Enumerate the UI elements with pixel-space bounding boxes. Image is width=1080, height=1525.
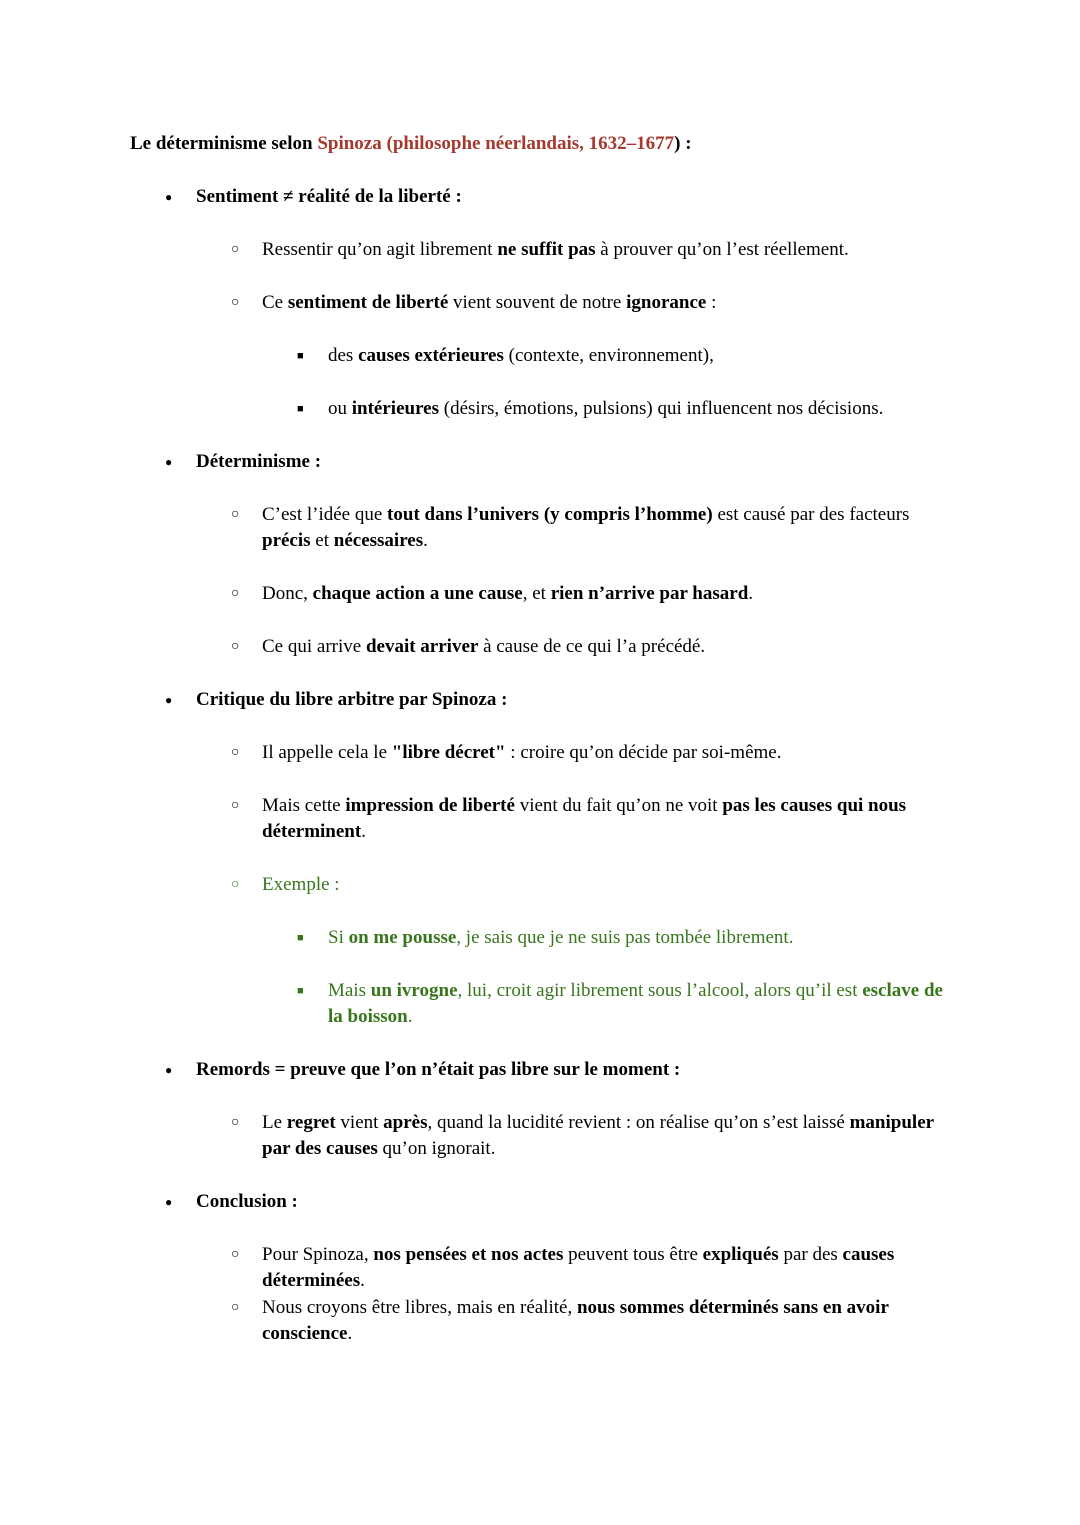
list-item	[130, 396, 945, 422]
list-item-text: Critique du libre arbitre par Spinoza :	[196, 689, 508, 710]
list-item-text: Il appelle cela le "libre décret" : croire qu’on décide par soi-même.	[262, 742, 782, 763]
disc-bullet-icon: ●	[165, 190, 173, 204]
list-item	[130, 687, 945, 713]
list-item-text: des causes extérieures (contexte, environnement),	[328, 345, 714, 366]
list-item-text: Ce sentiment de liberté vient souvent de notre ignorance :	[262, 292, 717, 313]
list-item	[130, 872, 945, 898]
disc-bullet-icon: ●	[165, 455, 173, 469]
list-item	[130, 978, 945, 1030]
list-item-text: Nous croyons être libres, mais en réalité, nous sommes déterminés sans en avoir conscience.	[262, 1297, 889, 1344]
square-bullet-icon: ■	[297, 350, 304, 362]
list-item	[130, 449, 945, 475]
list-item-text: Déterminisme :	[196, 451, 322, 472]
list-item-text: Remords = preuve que l’on n’était pas libre sur le moment :	[196, 1059, 681, 1080]
list-item	[130, 1110, 945, 1162]
square-bullet-icon: ■	[297, 932, 304, 944]
disc-bullet-icon: ●	[165, 1063, 173, 1077]
square-bullet-icon: ■	[297, 985, 304, 997]
list-item-text: Si on me pousse, je sais que je ne suis pas tombée librement.	[328, 927, 794, 948]
list-item-text: Mais cette impression de liberté vient du fait qu’on ne voit pas les causes qui nous déterminent.	[262, 795, 907, 842]
list-item-text: Ressentir qu’on agit librement ne suffit pas à prouver qu’on l’est réellement.	[262, 239, 849, 260]
circle-bullet-icon: ○	[231, 1115, 240, 1130]
list-item-text: Mais un ivrogne, lui, croit agir librement sous l’alcool, alors qu’il est esclave de la boisson.	[328, 980, 943, 1027]
document-title: Le déterminisme selon Spinoza (philosophe néerlandais, 1632–1677) :	[130, 133, 692, 154]
list-item-text: C’est l’idée que tout dans l’univers (y compris l’homme) est causé par des facteurs précis et nécessaires.	[262, 504, 910, 551]
disc-bullet-icon: ●	[165, 693, 173, 707]
list-item-text: ou intérieures (désirs, émotions, pulsions) qui influencent nos décisions.	[328, 398, 884, 419]
circle-bullet-icon: ○	[231, 1247, 240, 1262]
list-item	[130, 1295, 945, 1347]
list-item	[130, 740, 945, 766]
list-item	[130, 793, 945, 845]
circle-bullet-icon: ○	[231, 507, 240, 522]
list-item	[130, 502, 945, 554]
list-item-text: Pour Spinoza, nos pensées et nos actes peuvent tous être expliqués par des causes déterminées.	[262, 1244, 895, 1291]
circle-bullet-icon: ○	[231, 639, 240, 654]
circle-bullet-icon: ○	[231, 242, 240, 257]
circle-bullet-icon: ○	[231, 745, 240, 760]
list-item-text: Conclusion :	[196, 1191, 298, 1212]
list-item	[130, 925, 945, 951]
list-item	[130, 634, 945, 660]
list-item-text: Sentiment ≠ réalité de la liberté :	[196, 186, 462, 207]
bullet-list	[130, 184, 945, 1347]
circle-bullet-icon: ○	[231, 295, 240, 310]
list-item-text: Donc, chaque action a une cause, et rien n’arrive par hasard.	[262, 583, 754, 604]
list-item	[130, 1057, 945, 1083]
list-item-text: Exemple :	[262, 874, 340, 895]
circle-bullet-icon: ○	[231, 877, 240, 892]
disc-bullet-icon: ●	[165, 1195, 173, 1209]
square-bullet-icon: ■	[297, 403, 304, 415]
list-item	[130, 581, 945, 607]
list-item	[130, 343, 945, 369]
list-item	[130, 237, 945, 263]
circle-bullet-icon: ○	[231, 586, 240, 601]
list-item	[130, 1242, 945, 1294]
circle-bullet-icon: ○	[231, 1300, 240, 1315]
circle-bullet-icon: ○	[231, 798, 240, 813]
list-item	[130, 184, 945, 210]
list-item	[130, 290, 945, 316]
list-item-text: Ce qui arrive devait arriver à cause de ce qui l’a précédé.	[262, 636, 706, 657]
list-item	[130, 1189, 945, 1215]
list-item-text: Le regret vient après, quand la lucidité revient : on réalise qu’on s’est laissé manipuler par des causes qu’on ignorait.	[262, 1112, 934, 1159]
